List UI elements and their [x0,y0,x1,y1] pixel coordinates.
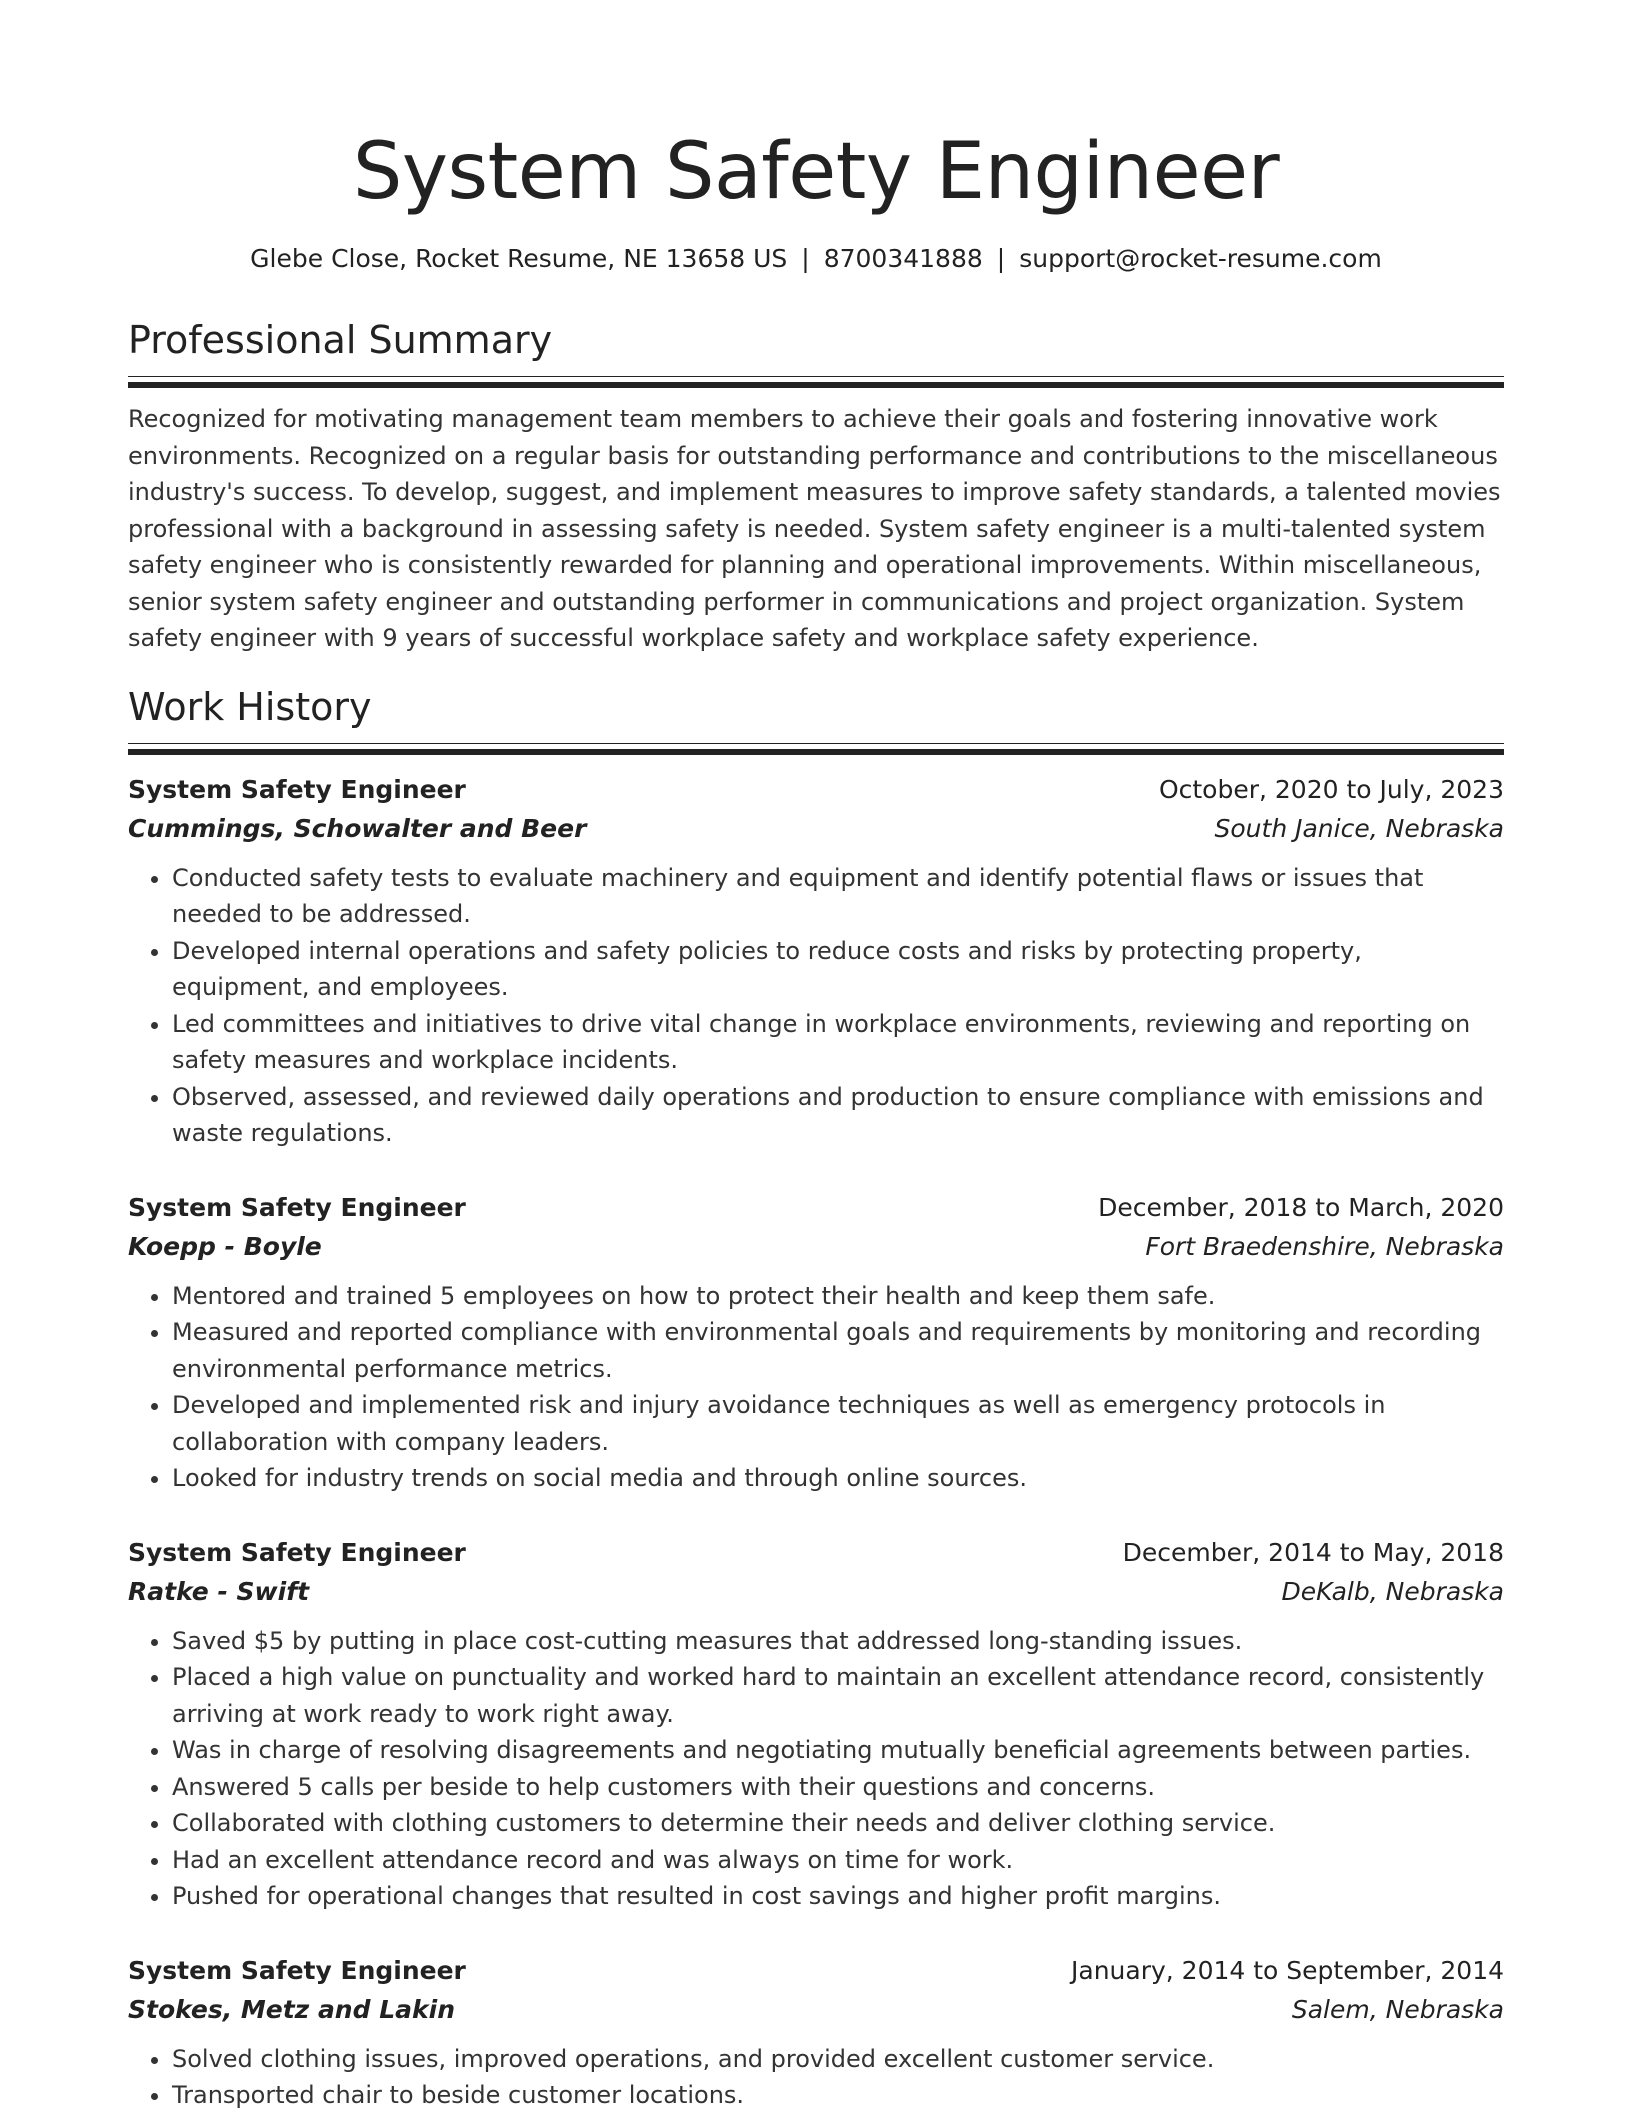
job-header-row [128,1951,1504,1991]
job-bullet: • Had an excellent attendance record and was always on time for work. [172,1842,1504,1879]
job-header-row [128,1533,1504,1573]
job-company: Stokes, Metz and Lakin [128,1994,456,2024]
job-bullet: • Mentored and trained 5 employees on how to protect their health and keep them safe. [172,1278,1504,1315]
job-bullet: • Pushed for operational changes that resulted in cost savings and higher profit margins. [172,1878,1504,1915]
job-location: Salem, Nebraska [1291,1994,1504,2024]
job-bullet: • Saved $5 by putting in place cost-cutting measures that addressed long-standing issues. [172,1623,1504,1660]
section-divider [128,376,1504,389]
job-company: Ratke - Swift [128,1576,310,1606]
job-bullet-list [128,860,1504,1152]
job-entry [128,770,1504,1152]
job-bullet: • Measured and reported compliance with environmental goals and requirements by monitoring and recording environmental performance metrics. [172,1314,1504,1387]
resume-name: System Safety Engineer [352,127,1280,217]
section-title-work-history: Work History [128,684,372,729]
job-bullet: • Was in charge of resolving disagreements and negotiating mutually beneficial agreements between parties. [172,1732,1504,1769]
job-dates: October, 2020 to July, 2023 [1158,774,1504,804]
job-bullet-list [128,1623,1504,1915]
job-title: System Safety Engineer [128,1955,466,1985]
job-entry [128,1533,1504,1915]
job-bullet: • Transported chair to beside customer locations. [172,2077,1504,2114]
job-dates: December, 2014 to May, 2018 [1122,1537,1504,1567]
job-bullet: • Collaborated with clothing customers to determine their needs and deliver clothing service. [172,1805,1504,1842]
contact-address: Glebe Close, Rocket Resume, NE 13658 US [250,244,788,273]
contact-line [128,242,1504,276]
contact-email: support@rocket-resume.com [1019,244,1382,273]
section-divider [128,743,1504,756]
job-location: South Janice, Nebraska [1214,813,1504,843]
job-company: Koepp - Boyle [128,1231,322,1261]
job-bullet-list [128,1278,1504,1497]
job-company-row [128,1228,1504,1266]
job-company: Cummings, Schowalter and Beer [128,813,587,843]
job-location: DeKalb, Nebraska [1281,1576,1504,1606]
work-history-section [128,683,1504,2114]
job-dates: December, 2018 to March, 2020 [1098,1192,1504,1222]
job-bullet: • Developed internal operations and safety policies to reduce costs and risks by protecting property, equipment, and employees. [172,933,1504,1006]
job-title: System Safety Engineer [128,1192,466,1222]
job-bullet: • Developed and implemented risk and injury avoidance techniques as well as emergency protocols in collaboration with company leaders. [172,1387,1504,1460]
job-header-row [128,1188,1504,1228]
professional-summary-section [128,316,1504,657]
job-bullet: • Solved clothing issues, improved operations, and provided excellent customer service. [172,2041,1504,2078]
job-company-row [128,1991,1504,2029]
job-bullet: • Conducted safety tests to evaluate machinery and equipment and identify potential flaws or issues that needed to be addressed. [172,860,1504,933]
job-entry [128,1188,1504,1497]
job-bullet: • Led committees and initiatives to drive vital change in workplace environments, reviewing and reporting on safety measures and workplace incidents. [172,1006,1504,1079]
resume-page [128,0,1504,2114]
contact-separator: | [801,244,810,273]
job-bullet: • Observed, assessed, and reviewed daily operations and production to ensure compliance with emissions and waste regulations. [172,1079,1504,1152]
job-bullet: • Placed a high value on punctuality and worked hard to maintain an excellent attendance record, consistently arriving at work ready to work right away. [172,1659,1504,1732]
contact-phone: 8700341888 [823,244,983,273]
job-company-row [128,1573,1504,1611]
job-title: System Safety Engineer [128,774,466,804]
job-title: System Safety Engineer [128,1537,466,1567]
job-bullet: • Answered 5 calls per beside to help customers with their questions and concerns. [172,1769,1504,1806]
contact-separator: | [996,244,1006,273]
job-entry [128,1951,1504,2114]
job-location: Fort Braedenshire, Nebraska [1145,1231,1504,1261]
job-company-row [128,810,1504,848]
job-bullet: • Looked for industry trends on social media and through online sources. [172,1460,1504,1497]
section-title-summary: Professional Summary [128,318,553,362]
job-header-row [128,770,1504,810]
job-bullet-list [128,2041,1504,2114]
summary-text: Recognized for motivating management team members to achieve their goals and fostering innovative work environments. Recognized on a regular basis for outstanding performance and contributions to the miscellaneous industry's success. To develop, suggest, and implement measures to improve safety standards, a talented movies professional with a background in assessing safety is needed. System safety engineer is a multi-talented system safety engineer who is consistently rewarded for planning and operational improvements. Within miscellaneous, senior system safety engineer and outstanding performer in communications and project organization. System safety engineer with 9 years of successful workplace safety and workplace safety experience. [128,405,1501,652]
job-dates: January, 2014 to September, 2014 [1071,1955,1504,1985]
